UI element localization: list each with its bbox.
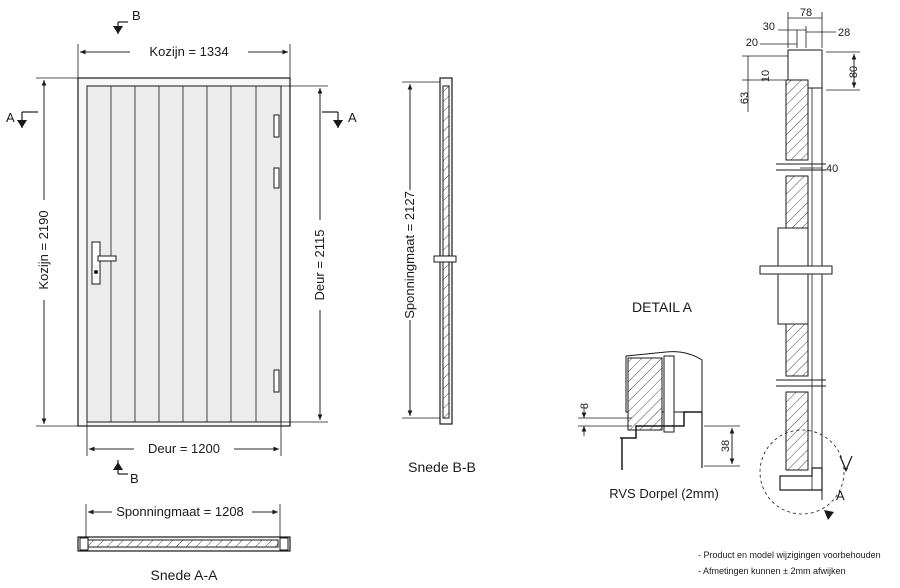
hinge-top: [274, 115, 279, 137]
vertical-section: [739, 7, 860, 520]
vs-dim-20: 20: [745, 37, 758, 49]
section-bb-leaf: [443, 86, 449, 418]
section-bb: [402, 78, 476, 475]
kozijn-width-dimension: [78, 44, 290, 78]
section-aa-jamb-right: [280, 538, 288, 550]
section-aa-dimension: Sponningmaat = 1208: [116, 504, 244, 519]
notes: [698, 550, 881, 576]
note-1: - Product en model wijzigingen voorbehouden: [698, 550, 881, 560]
note-2: - Afmetingen kunnen ± 2mm afwijken: [698, 566, 846, 576]
deur-width-dimension: [87, 422, 281, 456]
section-aa-leaf: [88, 540, 278, 547]
kozijn-height-label: Kozijn = 2190: [36, 210, 51, 290]
section-bb-handle: [434, 256, 456, 262]
detail-a-caption: RVS Dorpel (2mm): [609, 486, 719, 501]
detail-a-glazing-strip: [664, 356, 674, 432]
kozijn-width-label: Kozijn = 1334: [149, 44, 229, 59]
deur-height-label: Deur = 2115: [312, 229, 327, 301]
section-aa-jamb-left: [80, 538, 88, 550]
section-b-bottom-marker: [113, 460, 139, 486]
vs-dim-80: 80: [848, 65, 860, 79]
vs-leaf-lower: [786, 392, 808, 470]
vs-dim-30: 30: [762, 21, 775, 33]
section-aa-title: Snede A-A: [150, 567, 218, 583]
vs-dim-40: 40: [826, 163, 839, 175]
section-a-right-label: A: [348, 110, 357, 125]
detail-a: [578, 299, 740, 501]
deur-width-label: Deur = 1200: [148, 441, 220, 456]
svg-text:38: 38: [720, 439, 732, 453]
section-a-left-label: A: [6, 110, 15, 125]
section-b-top-label: B: [132, 8, 141, 23]
vs-dim-63: 63: [739, 91, 751, 105]
section-aa: [78, 504, 290, 583]
section-b-bottom-label: B: [130, 471, 139, 486]
svg-text:8: 8: [579, 402, 591, 410]
section-a-right-marker: [322, 110, 357, 128]
front-view: [6, 8, 357, 486]
vs-handle: [760, 266, 832, 274]
vs-threshold: [780, 468, 822, 490]
vs-marker-a: A: [836, 488, 845, 503]
detail-a-title: DETAIL A: [632, 299, 692, 315]
detail-a-dim-8: [578, 403, 632, 436]
vs-dim-28: 28: [838, 27, 851, 39]
section-a-left-marker: [6, 110, 38, 128]
section-bb-dimension: Sponningmaat = 2127: [402, 191, 417, 319]
vs-lock-case: [778, 228, 808, 324]
vs-left-dimensions: [739, 56, 788, 112]
kozijn-height-dimension: [36, 78, 78, 426]
hinge-bottom: [274, 370, 279, 392]
door-leaf: [87, 86, 281, 422]
detail-a-leaf-section: [628, 358, 662, 430]
vs-right-dimensions: [826, 52, 860, 90]
vs-top-dimensions: [746, 7, 851, 49]
vs-dim-10: 10: [760, 69, 772, 83]
section-bb-title: Snede B-B: [408, 459, 476, 475]
section-b-top-marker: [113, 8, 141, 34]
detail-a-dim-38: [704, 426, 740, 466]
vs-leaf-upper: [786, 80, 808, 160]
hinge-middle: [274, 168, 279, 188]
vs-dim-78: 78: [799, 7, 813, 19]
